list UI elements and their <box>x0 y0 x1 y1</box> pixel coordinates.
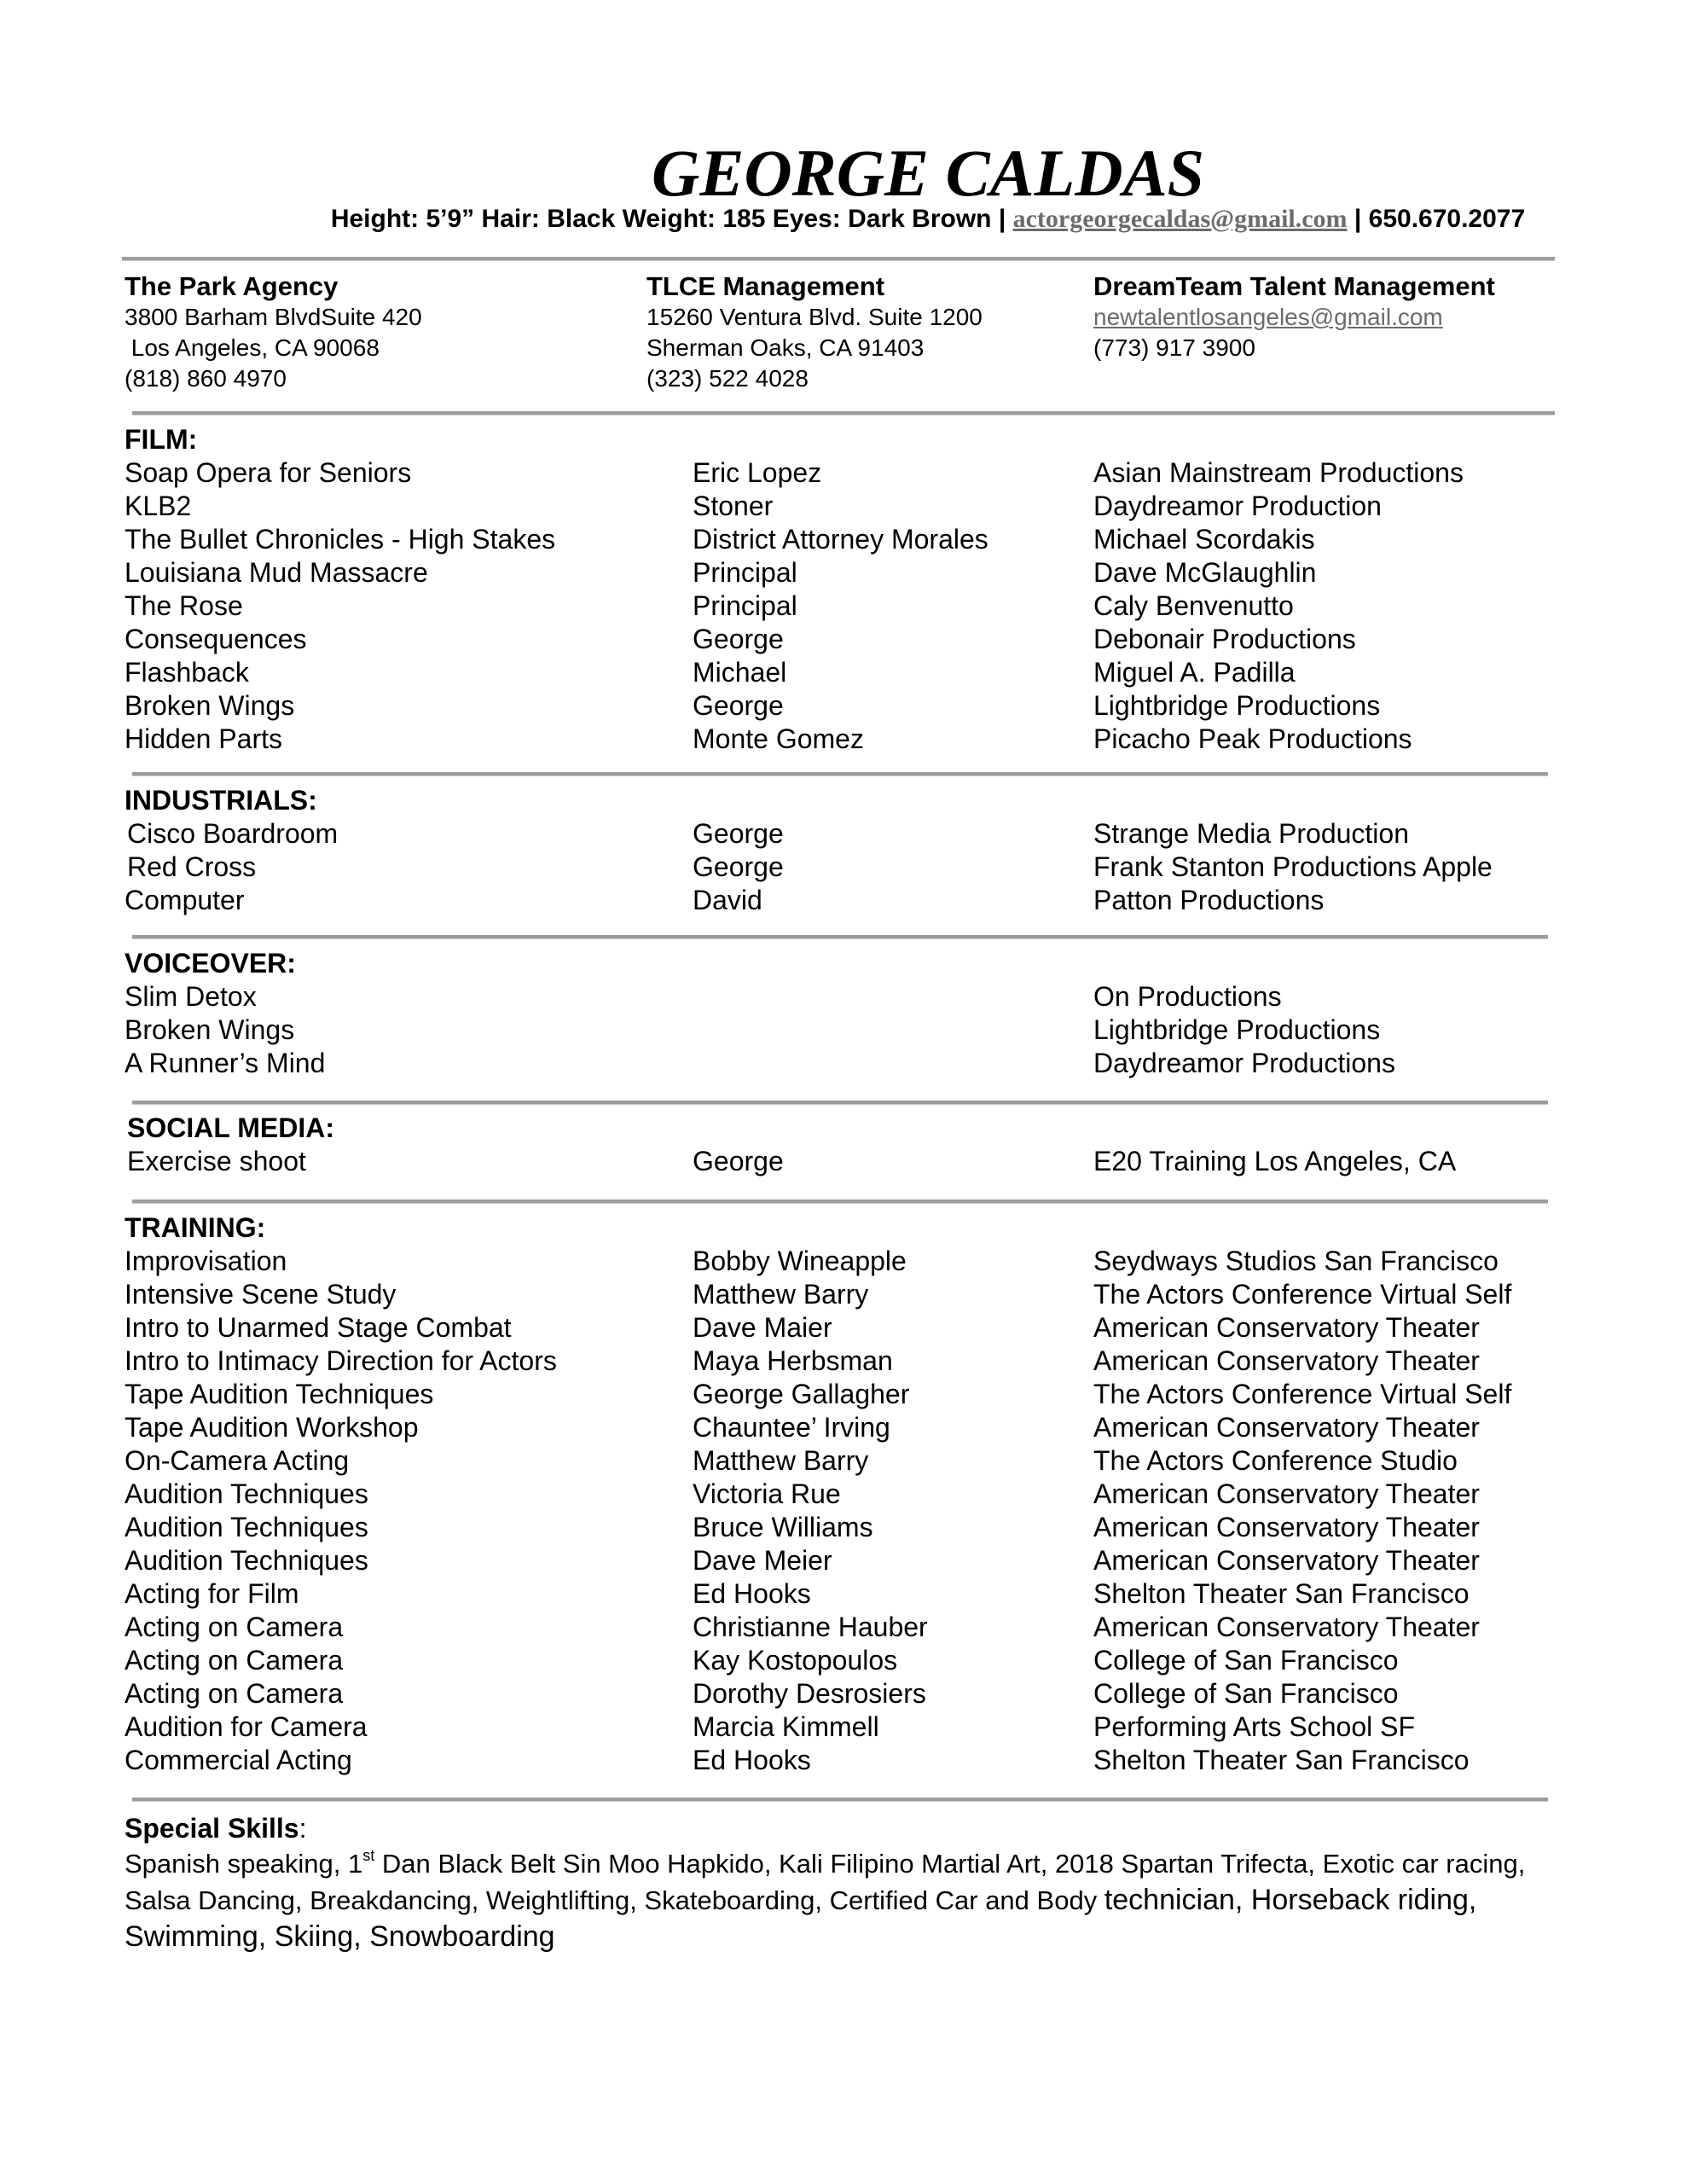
project-title: Audition for Camera <box>125 1711 368 1742</box>
project-title: Consequences <box>125 624 307 654</box>
project-title: Red Cross <box>127 851 257 882</box>
table-row <box>0 1245 1687 1278</box>
role: Victoria Rue <box>693 1478 841 1509</box>
role: Maya Herbsman <box>693 1345 893 1376</box>
project-title: Acting on Camera <box>125 1612 344 1642</box>
role: Principal <box>693 557 797 588</box>
production-company: American Conservatory Theater <box>1093 1512 1480 1542</box>
agency-phone: (773) 917 3900 <box>1093 334 1255 361</box>
agency-park <box>125 271 422 394</box>
project-title: Intensive Scene Study <box>125 1279 397 1310</box>
divider <box>132 1199 1548 1204</box>
role: District Attorney Morales <box>693 524 988 555</box>
role: Dave Meier <box>693 1545 832 1576</box>
table-row <box>0 523 1687 556</box>
table-row <box>0 623 1687 656</box>
separator: | <box>998 205 1006 233</box>
project-title: Slim Detox <box>125 981 257 1012</box>
production-company: American Conservatory Theater <box>1093 1545 1480 1576</box>
table-row <box>0 689 1687 723</box>
table-row <box>0 590 1687 623</box>
role: George <box>693 690 784 721</box>
project-title: Tape Audition Techniques <box>125 1379 434 1409</box>
phone-number: 650.670.2077 <box>1368 205 1526 233</box>
production-company: American Conservatory Theater <box>1093 1345 1480 1376</box>
table-row <box>0 556 1687 590</box>
table-row <box>0 1378 1687 1411</box>
production-company: Lightbridge Productions <box>1093 690 1381 721</box>
agency-dreamteam <box>1093 271 1495 363</box>
role: Ed Hooks <box>693 1745 811 1775</box>
project-title: Intro to Unarmed Stage Combat <box>125 1312 512 1343</box>
project-title: Audition Techniques <box>125 1478 368 1509</box>
colon: : <box>299 1813 307 1844</box>
divider <box>122 257 1555 261</box>
table-row <box>0 1711 1687 1744</box>
production-company: Michael Scordakis <box>1093 524 1315 555</box>
separator: | <box>1354 205 1362 233</box>
project-title: Improvisation <box>125 1246 287 1276</box>
table-row <box>0 723 1687 756</box>
production-company: Patton Productions <box>1093 885 1325 915</box>
role: Bruce Williams <box>693 1512 873 1542</box>
production-company: Miguel A. Padilla <box>1093 657 1296 688</box>
production-company: Debonair Productions <box>1093 624 1356 654</box>
table-row <box>0 1677 1687 1711</box>
physical-stats: Height: 5’9” Hair: Black Weight: 185 Eyes: Dark Brown <box>330 205 992 233</box>
agency-name: The Park Agency <box>125 271 339 301</box>
table-row <box>0 980 1687 1014</box>
production-company: The Actors Conference Virtual Self <box>1093 1279 1512 1310</box>
agency-city: Sherman Oaks, CA 91403 <box>646 334 925 361</box>
production-company: American Conservatory Theater <box>1093 1612 1480 1642</box>
divider <box>132 772 1548 776</box>
project-title: Computer <box>125 885 245 915</box>
table-row <box>0 1047 1687 1080</box>
divider <box>132 411 1555 415</box>
special-skills-label: Special Skills <box>125 1813 299 1844</box>
production-company: Lightbridge Productions <box>1093 1014 1381 1045</box>
table-row <box>0 490 1687 523</box>
role: George <box>693 624 784 654</box>
project-title: Tape Audition Workshop <box>125 1412 419 1443</box>
section-heading-special-skills <box>125 1812 306 1845</box>
agency-city: Los Angeles, CA 90068 <box>125 334 380 361</box>
role: Principal <box>693 590 797 621</box>
divider <box>132 1101 1548 1105</box>
project-title: On-Camera Acting <box>125 1445 350 1476</box>
agency-address: 3800 Barham BlvdSuite 420 <box>125 304 422 330</box>
divider <box>132 935 1548 939</box>
ordinal-superscript: st <box>362 1847 375 1864</box>
table-row <box>0 1311 1687 1345</box>
email-link[interactable]: actorgeorgecaldas@gmail.com <box>1012 205 1348 233</box>
role: George <box>693 851 784 882</box>
role: Kay Kostopoulos <box>693 1645 898 1676</box>
project-title: Cisco Boardroom <box>127 818 339 849</box>
production-company: Daydreamor Production <box>1093 491 1382 521</box>
skills-text-part: Spanish speaking, 1 <box>125 1849 363 1879</box>
section-heading-social-media: SOCIAL MEDIA: <box>127 1112 334 1143</box>
role: Marcia Kimmell <box>693 1711 879 1742</box>
production-company: E20 Training Los Angeles, CA <box>1093 1146 1457 1176</box>
role: George <box>693 818 784 849</box>
project-title: Soap Opera for Seniors <box>125 457 412 488</box>
production-company: Strange Media Production <box>1093 818 1409 849</box>
table-row <box>0 1744 1687 1777</box>
project-title: Commercial Acting <box>125 1745 352 1775</box>
role: George <box>693 1146 784 1176</box>
role: George Gallagher <box>693 1379 910 1409</box>
production-company: Frank Stanton Productions Apple <box>1093 851 1493 882</box>
role: Chauntee’ Irving <box>693 1412 890 1443</box>
project-title: Acting on Camera <box>125 1678 344 1709</box>
production-company: Dave McGlaughlin <box>1093 557 1317 588</box>
agency-name: TLCE Management <box>646 271 885 301</box>
skills-text-part: Dan Black Belt Sin Moo Hapkido, Kali Filipino Martial Art, 2018 Spartan Trifecta, Exotic car racing, Salsa Dancing, Breakdancing, Weightlifting, Skateboarding, Certified Car and Body <box>125 1849 1526 1915</box>
role: Stoner <box>693 491 774 521</box>
project-title: Audition Techniques <box>125 1545 368 1576</box>
table-row <box>0 1345 1687 1378</box>
project-title: Audition Techniques <box>125 1512 368 1542</box>
agency-address: 15260 Ventura Blvd. Suite 1200 <box>646 304 983 330</box>
table-row <box>0 851 1687 884</box>
project-title: The Rose <box>125 590 243 621</box>
table-row <box>0 1145 1687 1178</box>
production-company: The Actors Conference Studio <box>1093 1445 1458 1476</box>
project-title: Hidden Parts <box>125 723 282 754</box>
table-row <box>0 1444 1687 1478</box>
production-company: Asian Mainstream Productions <box>1093 457 1464 488</box>
role: Christianne Hauber <box>693 1612 928 1642</box>
agency-name: DreamTeam Talent Management <box>1093 271 1495 301</box>
stats-line <box>0 203 1687 235</box>
production-company: Performing Arts School SF <box>1093 1711 1416 1742</box>
production-company: Shelton Theater San Francisco <box>1093 1745 1470 1775</box>
section-heading-training: TRAINING: <box>125 1212 266 1243</box>
project-title: Acting on Camera <box>125 1645 344 1676</box>
production-company: Caly Benvenutto <box>1093 590 1294 621</box>
role: Matthew Barry <box>693 1445 869 1476</box>
role: Matthew Barry <box>693 1279 869 1310</box>
project-title: Acting for Film <box>125 1578 299 1609</box>
production-company: The Actors Conference Virtual Self <box>1093 1379 1512 1409</box>
special-skills-text <box>125 1845 1557 1955</box>
section-heading-industrials: INDUSTRIALS: <box>125 785 317 816</box>
project-title: Louisiana Mud Massacre <box>125 557 428 588</box>
role: Dave Maier <box>693 1312 832 1343</box>
table-row <box>0 1411 1687 1444</box>
role: Bobby Wineapple <box>693 1246 907 1276</box>
role: Monte Gomez <box>693 723 864 754</box>
production-company: College of San Francisco <box>1093 1645 1399 1676</box>
table-row <box>0 1014 1687 1047</box>
production-company: Shelton Theater San Francisco <box>1093 1578 1470 1609</box>
table-row <box>0 1644 1687 1677</box>
production-company: Daydreamor Productions <box>1093 1048 1395 1078</box>
production-company: Picacho Peak Productions <box>1093 723 1412 754</box>
project-title: The Bullet Chronicles - High Stakes <box>125 524 556 555</box>
table-row <box>0 456 1687 490</box>
project-title: Broken Wings <box>125 690 295 721</box>
section-heading-film: FILM: <box>125 424 198 455</box>
agency-phone: (323) 522 4028 <box>646 365 809 392</box>
agency-email-link[interactable]: newtalentlosangeles@gmail.com <box>1093 304 1443 330</box>
project-title: Exercise shoot <box>127 1146 306 1176</box>
production-company: Seydways Studios San Francisco <box>1093 1246 1499 1276</box>
project-title: A Runner’s Mind <box>125 1048 326 1078</box>
table-row <box>0 1478 1687 1511</box>
divider <box>132 1798 1548 1802</box>
table-row <box>0 1611 1687 1644</box>
table-row <box>0 1577 1687 1611</box>
production-company: College of San Francisco <box>1093 1678 1399 1709</box>
project-title: Broken Wings <box>125 1014 295 1045</box>
production-company: American Conservatory Theater <box>1093 1412 1480 1443</box>
agency-phone: (818) 860 4970 <box>125 365 287 392</box>
table-row <box>0 817 1687 851</box>
role: Michael <box>693 657 787 688</box>
table-row <box>0 1544 1687 1577</box>
project-title: Flashback <box>125 657 249 688</box>
role: Ed Hooks <box>693 1578 811 1609</box>
agency-tlce <box>646 271 983 394</box>
role: David <box>693 885 762 915</box>
table-row <box>0 1511 1687 1544</box>
role: Eric Lopez <box>693 457 822 488</box>
table-row <box>0 884 1687 917</box>
resume-name: GEORGE CALDAS <box>652 136 1204 210</box>
skills-text-part: technician, Horseback riding, Swimming, Skiing, Snowboarding <box>125 1884 1477 1953</box>
table-row <box>0 1278 1687 1311</box>
section-heading-voiceover: VOICEOVER: <box>125 948 296 979</box>
table-row <box>0 656 1687 689</box>
project-title: KLB2 <box>125 491 192 521</box>
project-title: Intro to Intimacy Direction for Actors <box>125 1345 557 1376</box>
production-company: American Conservatory Theater <box>1093 1312 1480 1343</box>
role: Dorothy Desrosiers <box>693 1678 926 1709</box>
production-company: On Productions <box>1093 981 1282 1012</box>
production-company: American Conservatory Theater <box>1093 1478 1480 1509</box>
